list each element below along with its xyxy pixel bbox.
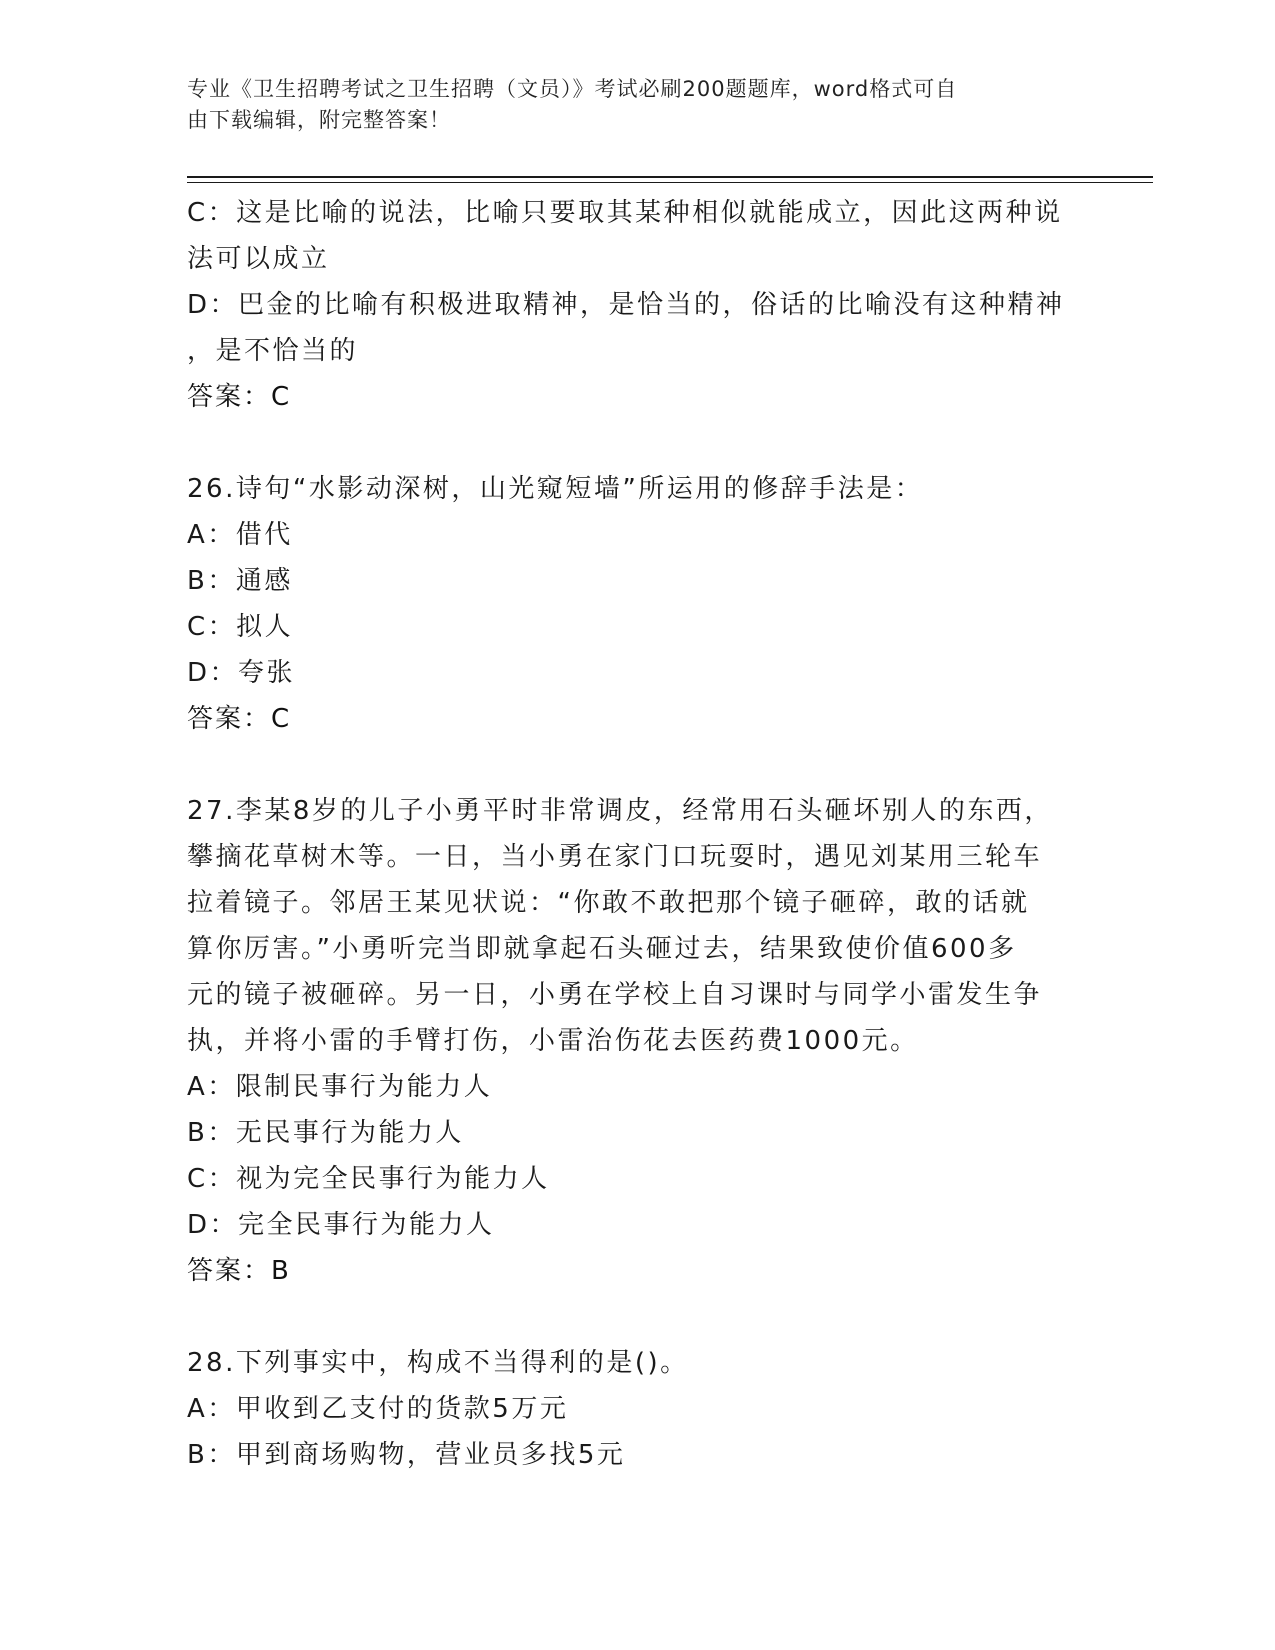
q27-stem-line: 拉着镜子。邻居王某见状说：“你敢不敢把那个镜子砸碎，敢的话就 xyxy=(187,888,1030,918)
q27-stem-line: 攀摘花草树木等。一日，当小勇在家门口玩耍时，遇见刘某用三轮车 xyxy=(187,842,1043,872)
q27-stem-line: 算你厉害。”小勇听完当即就拿起石头砸过去，结果致使价值600多 xyxy=(187,934,1017,964)
spacer xyxy=(187,420,1067,466)
q28-option-a: A：甲收到乙支付的货款5万元 xyxy=(187,1394,569,1424)
q25-option-c-line-2: 法可以成立 xyxy=(187,244,330,274)
q25-option-d-line-1: D：巴金的比喻有积极进取精神，是恰当的，俗话的比喻没有这种精神 xyxy=(187,290,1065,320)
q25-option-c-line-1: C：这是比喻的说法，比喻只要取其某种相似就能成立，因此这两种说 xyxy=(187,198,1063,228)
q28-option-b: B：甲到商场购物，营业员多找5元 xyxy=(187,1440,626,1470)
spacer xyxy=(187,1294,1067,1340)
header-line-2: 由下载编辑，附完整答案！ xyxy=(187,108,451,132)
q26-option-a: A：借代 xyxy=(187,520,293,550)
question-28 xyxy=(187,1340,1067,1478)
q26-option-d: D：夸张 xyxy=(187,658,296,688)
question-27 xyxy=(187,788,1067,1294)
header-rule-thick xyxy=(187,176,1153,178)
question-26 xyxy=(187,466,1067,742)
q25-option-d-line-2: ，是不恰当的 xyxy=(187,336,359,366)
header-rule-thin xyxy=(187,182,1153,183)
q27-stem-line: 执，并将小雷的手臂打伤，小雷治伤花去医药费1000元。 xyxy=(187,1026,919,1056)
q25-answer: 答案：C xyxy=(187,382,292,412)
document-header xyxy=(187,74,1067,136)
q26-stem: 26.诗句“水影动深树，山光窥短墙”所运用的修辞手法是： xyxy=(187,474,924,504)
q27-answer: 答案：B xyxy=(187,1256,291,1286)
q28-stem: 28.下列事实中，构成不当得利的是()。 xyxy=(187,1348,689,1378)
q26-option-c: C：拟人 xyxy=(187,612,294,642)
question-25-tail xyxy=(187,190,1067,420)
q26-option-b: B：通感 xyxy=(187,566,293,596)
q27-stem-line: 27.李某8岁的儿子小勇平时非常调皮，经常用石头砸坏别人的东西， xyxy=(187,796,1053,826)
q27-stem-line: 元的镜子被砸碎。另一日，小勇在学校上自习课时与同学小雷发生争 xyxy=(187,980,1043,1010)
q27-option-c: C：视为完全民事行为能力人 xyxy=(187,1164,550,1194)
header-line-1: 专业《卫生招聘考试之卫生招聘（文员）》考试必刷200题题库，word格式可自 xyxy=(187,77,958,101)
spacer xyxy=(187,742,1067,788)
q27-option-d: D：完全民事行为能力人 xyxy=(187,1210,495,1240)
question-content xyxy=(187,190,1067,1478)
q27-option-b: B：无民事行为能力人 xyxy=(187,1118,464,1148)
q27-option-a: A：限制民事行为能力人 xyxy=(187,1072,493,1102)
q26-answer: 答案：C xyxy=(187,704,292,734)
